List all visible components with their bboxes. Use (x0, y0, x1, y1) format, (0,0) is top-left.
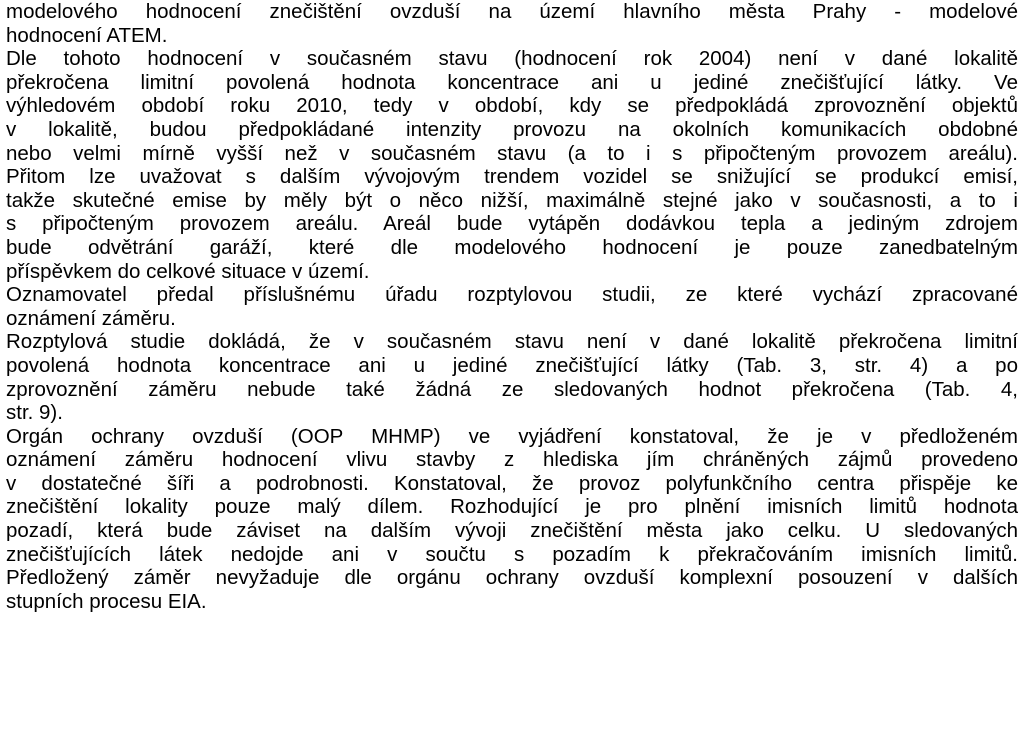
paragraph-current-state (6, 47, 1018, 283)
text-line: Přitom lze uvažovat s dalším vývojovým trendem vozidel se snižující se produkcí emisí, (6, 165, 1018, 189)
text-line: znečištění lokality pouze malý dílem. Rozhodující je pro plnění imisních limitů hodnota (6, 495, 1018, 519)
text-line: zprovoznění záměru nebude také žádná ze sledovaných hodnot překročena (Tab. 4, (6, 377, 1018, 401)
paragraph-air-protection-authority (6, 425, 1018, 614)
text-line: s připočteným provozem areálu. Areál bude vytápěn dodávkou tepla a jediným zdrojem (6, 212, 1018, 236)
text-line: hodnocení ATEM. (6, 23, 168, 47)
text-line: str. 9). (6, 401, 63, 425)
text-line: překročena limitní povolená hodnota koncentrace ani u jediné znečišťující látky. Ve (6, 70, 1018, 94)
text-line: oznámení záměru. (6, 306, 176, 330)
text-line: Rozptylová studie dokládá, že v současném stavu není v dané lokalitě překročena limitní (6, 330, 1018, 354)
text-line: povolená hodnota koncentrace ani u jediné znečišťující látky (Tab. 3, str. 4) a po (6, 353, 1018, 377)
text-line: nebo velmi mírně vyšší než v současném stavu (a to i s připočteným provozem areálu). (6, 141, 1018, 165)
paragraph-dispersion-study-submitted (6, 283, 1018, 330)
text-line: znečišťujících látek nedojde ani v součtu s pozadím k překračováním imisních limitů. (6, 542, 1018, 566)
text-line: modelového hodnocení znečištění ovzduší na území hlavního města Prahy - modelové (6, 0, 1018, 23)
text-line: výhledovém období roku 2010, tedy v období, kdy se předpokládá zprovoznění objektů (6, 94, 1018, 118)
text-line: oznámení záměru hodnocení vlivu stavby z hlediska jím chráněných zájmů provedeno (6, 448, 1018, 472)
text-line: Dle tohoto hodnocení v současném stavu (hodnocení rok 2004) není v dané lokalitě (6, 47, 1018, 71)
paragraph-atem-intro (6, 0, 1018, 47)
text-line: stupních procesu EIA. (6, 589, 207, 613)
text-line: příspěvkem do celkové situace v území. (6, 259, 370, 283)
text-line: takže skutečné emise by měly být o něco nižší, maximálně stejné jako v současnosti, a to i (6, 188, 1018, 212)
paragraph-dispersion-study-results (6, 330, 1018, 424)
text-line: pozadí, která bude záviset na dalším vývoji znečištění města jako celku. U sledovaných (6, 519, 1018, 543)
text-line: Orgán ochrany ovzduší (OOP MHMP) ve vyjádření konstatoval, že je v předloženém (6, 424, 1018, 448)
text-line: Předložený záměr nevyžaduje dle orgánu ochrany ovzduší komplexní posouzení v dalších (6, 566, 1018, 590)
text-line: Oznamovatel předal příslušnému úřadu rozptylovou studii, ze které vychází zpracované (6, 283, 1018, 307)
text-line: bude odvětrání garáží, které dle modelového hodnocení je pouze zanedbatelným (6, 235, 1018, 259)
text-line: v dostatečné šíři a podrobnosti. Konstatoval, že provoz polyfunkčního centra přispěje ke (6, 471, 1018, 495)
text-line: v lokalitě, budou předpokládané intenzity provozu na okolních komunikacích obdobné (6, 117, 1018, 141)
